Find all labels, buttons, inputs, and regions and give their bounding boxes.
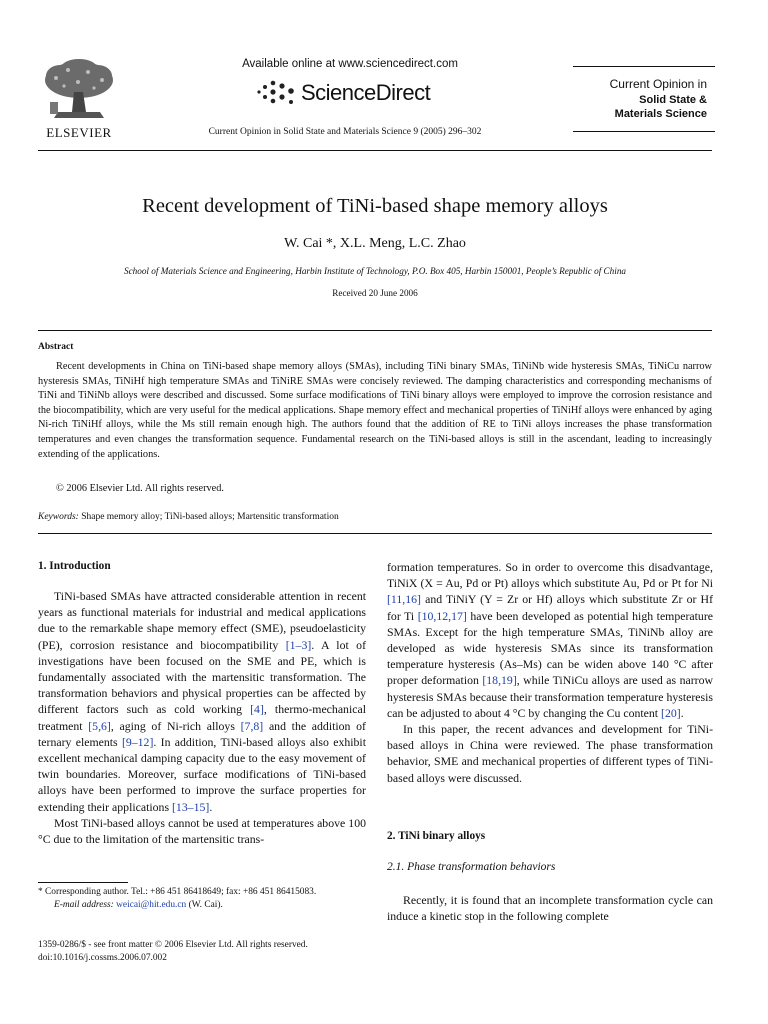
available-online-text: Available online at www.sciencedirect.com: [242, 58, 458, 70]
article-title: Recent development of TiNi-based shape memory alloys: [142, 195, 608, 217]
paragraph-text: . A lot of investigations have been focused on the SME and PE, which is fundamentally associated with the martensitic transformation. The transformation behaviors and physical properties can be affected by different factors such as cold working: [38, 637, 366, 717]
left-column-body: [38, 588, 366, 847]
sciencedirect-logo: [255, 78, 465, 108]
citation-link[interactable]: [4]: [250, 702, 264, 717]
footnote-email-link[interactable]: weicai@hit.edu.cn: [116, 899, 187, 910]
paragraph-text: TiNi-based SMAs have attracted considerable attention in recent years as functional materials for industrial and medical applications due to the remarkable shape memory effect (SME), pseudoelasticity (PE), corrosion resistance and biocompatibility: [38, 589, 366, 652]
elsevier-tree-icon: [38, 58, 120, 120]
paragraph-text: formation temperatures. So in order to overcome this disadvantage, TiNiX (X = Au, Pd or Pt) alloys which substitute Au, Pd or Pt for Ni: [387, 560, 713, 591]
footnote-email-suffix: (W. Cai).: [186, 899, 223, 910]
paragraph-text: have been developed as potential high temperature SMAs. Except for the high temperature SMAs, TiNiNb alloy are developed as wide hysteresis SMAs since its transformation temperature hysteresis (As–Ms) can be widen above 140 °C after proper deformation: [387, 608, 713, 688]
paragraph-text: , while TiNiCu alloys are used as narrow hysteresis SMAs because their transformation temperature hysteresis can be adjusted to about 4 °C by changing the Cu content: [387, 673, 713, 720]
abstract-body: Recent developments in China on TiNi-based shape memory alloys (SMAs), including TiNi binary SMAs, TiNiNb wide hysteresis SMAs, TiNiCu narrow hysteresis SMAs, TiNiHf high temperature SMAs and TiNiRE SMAs were concisely reviewed. The damping characteristics and corresponding mechanisms of TiNi and TiNiNb alloys were described and discussed. Some surface modifications of TiNi binary alloys were employed to improve the corrosion resistance and the biocompatibility, which are very useful for the medical applications. Shape memory effect and mechanical properties of TiNiHf alloys were enhanced by aging Ni-rich TiNiHf alloys, while the Ms still remain enough high. The authors found that the addition of RE to TiNi alloys increases the phase transformation temperatures and even changes the transformation sequence. Fundamental research on the TiNi-based alloys is still in the ascendant, leading to increasingly extending of the applications.: [38, 361, 712, 460]
paragraph-text: and TiNiY (Y = Zr or Hf) alloys which substitute Zr or Hf for Ti: [387, 592, 713, 623]
abstract-top-rule: [38, 330, 712, 331]
journal-box-line3: Materials Science: [614, 108, 707, 120]
article-affiliation: School of Materials Science and Engineering, Harbin Institute of Technology, P.O. Box 405, Harbin 150001, People’s Republic of China: [123, 266, 627, 276]
paragraph-text: , thermo-mechanical treatment: [38, 702, 366, 733]
subsection-heading-phase-transformation: 2.1. Phase transformation behaviors: [387, 861, 556, 873]
right-column-body-2: [387, 892, 713, 924]
footnote-rule: [38, 882, 128, 883]
keywords-text: Shape memory alloy; TiNi-based alloys; Martensitic transformation: [81, 512, 339, 522]
right-paragraph-1: [387, 559, 713, 721]
paragraph-text: .: [209, 799, 213, 814]
publisher-logo: [38, 58, 120, 148]
header-rule: [38, 150, 712, 151]
citation-link[interactable]: [11,16]: [387, 592, 421, 607]
publisher-name: ELSEVIER: [46, 125, 112, 140]
citation-link[interactable]: [5,6]: [88, 718, 111, 733]
intro-paragraph-2: Most TiNi-based alloys cannot be used at temperatures above 100 °C due to the limitation of the martensitic trans-: [38, 815, 366, 847]
footnote-email-label: E-mail address:: [54, 899, 114, 910]
right-paragraph-2: In this paper, the recent advances and development for TiNi-based alloys in China were reviewed. The phase transformation behavior, SME and mechanical properties of different types of TiNi-based alloys were discussed.: [387, 722, 713, 785]
paragraph-text: and the addition of ternary elements: [38, 718, 366, 749]
journal-title-box: [573, 66, 715, 132]
keywords-line: [38, 512, 339, 522]
footnote-block: [38, 886, 366, 911]
abstract-heading: Abstract: [38, 342, 74, 352]
right-column-body: [387, 559, 713, 786]
sciencedirect-dots-icon: [255, 78, 299, 108]
abstract-copyright: © 2006 Elsevier Ltd. All rights reserved.: [56, 483, 224, 494]
received-date: Received 20 June 2006: [332, 288, 418, 298]
section-heading-introduction: 1. Introduction: [38, 560, 111, 572]
citation-link[interactable]: [1–3]: [285, 637, 312, 652]
sciencedirect-wordmark: ScienceDirect: [301, 80, 431, 105]
right-paragraph-3: Recently, it is found that an incomplete transformation cycle can induce a kinetic stop in the following complete: [387, 893, 713, 924]
citation-link[interactable]: [10,12,17]: [417, 608, 467, 623]
citation-link[interactable]: [20]: [661, 705, 681, 720]
intro-paragraph-1: [38, 588, 366, 815]
front-matter-block: [38, 939, 378, 964]
citation-link[interactable]: [9–12]: [121, 734, 154, 749]
citation-link[interactable]: [13–15]: [172, 799, 210, 814]
paragraph-text: . In addition, TiNi-based alloys also exhibit excellent mechanical damping capacity due to the easy movement of twin boundaries. Moreover, surface modifications of TiNi-based alloys have been performed to improve the surface properties for extending their applications: [38, 734, 366, 814]
issn-line: 1359-0286/$ - see front matter © 2006 Elsevier Ltd. All rights reserved.: [38, 940, 308, 950]
article-authors: W. Cai *, X.L. Meng, L.C. Zhao: [284, 236, 466, 251]
citation-link[interactable]: [18,19]: [482, 673, 517, 688]
paragraph-text: .: [680, 705, 684, 720]
paragraph-text: , aging of Ni-rich alloys: [110, 718, 241, 733]
journal-box-line1: Current Opinion in: [609, 77, 707, 91]
citation-link[interactable]: [7,8]: [240, 718, 264, 733]
keywords-label: Keywords:: [38, 512, 79, 522]
abstract-bottom-rule: [38, 533, 712, 534]
footnote-corresponding: * Corresponding author. Tel.: +86 451 86418649; fax: +86 451 86415083.: [38, 887, 317, 897]
journal-box-line2: Solid State &: [639, 94, 707, 106]
journal-reference: Current Opinion in Solid State and Materials Science 9 (2005) 296–302: [208, 127, 482, 137]
doi-line: doi:10.1016/j.cossms.2006.07.002: [38, 952, 167, 963]
section-heading-tini-binary: 2. TiNi binary alloys: [387, 830, 486, 842]
